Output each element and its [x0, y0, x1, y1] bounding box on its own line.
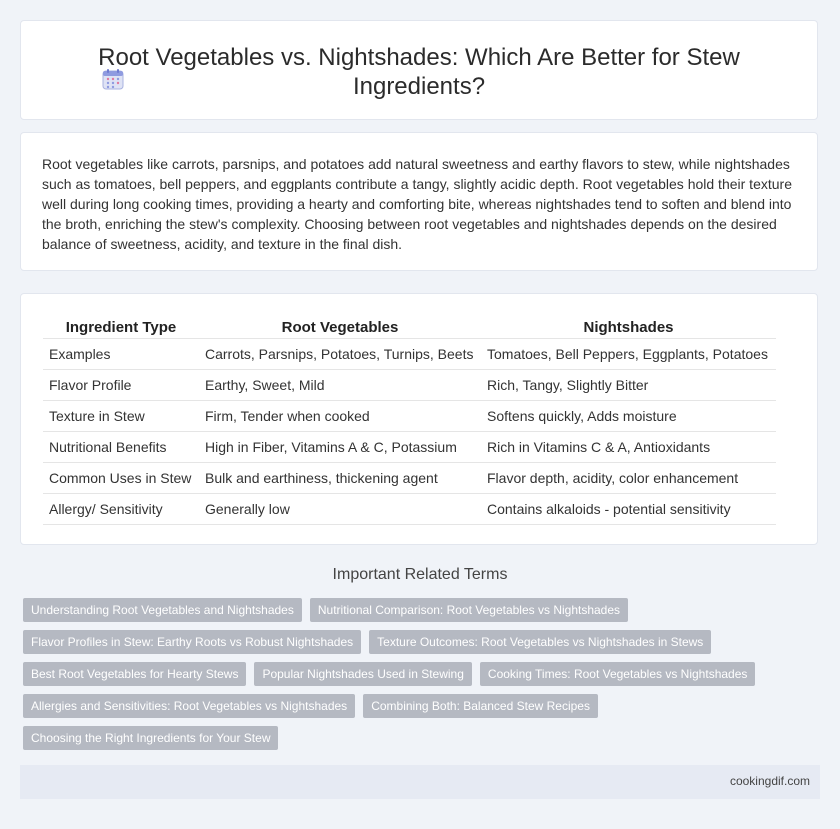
- table-cell: Allergy/ Sensitivity: [43, 494, 199, 525]
- table-cell: Bulk and earthiness, thickening agent: [199, 463, 481, 494]
- table-cell: Softens quickly, Adds moisture: [481, 401, 776, 432]
- table-cell: Flavor depth, acidity, color enhancement: [481, 463, 776, 494]
- table-row: [43, 463, 776, 494]
- intro-paragraph: Root vegetables like carrots, parsnips, and potatoes add natural sweetness and earthy flavors to stew, while nightshades such as tomatoes, bell peppers, and eggplants contribute a tangy, slightly acidic depth. Root vegetables hold their texture well during long cooking times, providing a hearty and comforting bite, whereas nightshades tend to soften and blend into the broth, enriching the stew's complexity. Choosing between root vegetables and nightshades depends on the desired balance of sweetness, acidity, and texture in the final dish.: [42, 156, 792, 252]
- table-cell: High in Fiber, Vitamins A & C, Potassium: [199, 432, 481, 463]
- related-term-tag[interactable]: Best Root Vegetables for Hearty Stews: [23, 662, 246, 686]
- related-term-tag[interactable]: Choosing the Right Ingredients for Your Stew: [23, 726, 278, 750]
- table-cell: Common Uses in Stew: [43, 463, 199, 494]
- table-row: [43, 494, 776, 525]
- header-card: [20, 20, 818, 120]
- table-cell: Carrots, Parsnips, Potatoes, Turnips, Beets: [199, 339, 481, 370]
- related-terms-list: [23, 598, 783, 758]
- related-term-tag[interactable]: Combining Both: Balanced Stew Recipes: [363, 694, 598, 718]
- column-header: Root Vegetables: [199, 316, 481, 339]
- table-cell: Generally low: [199, 494, 481, 525]
- table-row: [43, 370, 776, 401]
- table-row: [43, 432, 776, 463]
- intro-card: [20, 132, 818, 271]
- comparison-card: [20, 293, 818, 545]
- table-cell: Texture in Stew: [43, 401, 199, 432]
- column-header: Ingredient Type: [43, 316, 199, 339]
- comparison-table: [43, 316, 776, 525]
- related-term-tag[interactable]: Popular Nightshades Used in Stewing: [254, 662, 471, 686]
- related-term-tag[interactable]: Cooking Times: Root Vegetables vs Nightshades: [480, 662, 755, 686]
- footer: [20, 765, 820, 799]
- table-cell: Rich in Vitamins C & A, Antioxidants: [481, 432, 776, 463]
- table-cell: Nutritional Benefits: [43, 432, 199, 463]
- related-term-tag[interactable]: Flavor Profiles in Stew: Earthy Roots vs Robust Nightshades: [23, 630, 361, 654]
- table-cell: Examples: [43, 339, 199, 370]
- table-header-row: [43, 316, 776, 339]
- table-cell: Firm, Tender when cooked: [199, 401, 481, 432]
- table-cell: Flavor Profile: [43, 370, 199, 401]
- table-cell: Earthy, Sweet, Mild: [199, 370, 481, 401]
- table-row: [43, 401, 776, 432]
- related-term-tag[interactable]: Understanding Root Vegetables and Nightshades: [23, 598, 302, 622]
- table-row: [43, 339, 776, 370]
- column-header: Nightshades: [481, 316, 776, 339]
- table-cell: Contains alkaloids - potential sensitivity: [481, 494, 776, 525]
- site-name[interactable]: cookingdif.com: [729, 774, 810, 788]
- related-term-tag[interactable]: Texture Outcomes: Root Vegetables vs Nightshades in Stews: [369, 630, 711, 654]
- related-term-tag[interactable]: Nutritional Comparison: Root Vegetables vs Nightshades: [310, 598, 628, 622]
- related-term-tag[interactable]: Allergies and Sensitivities: Root Vegetables vs Nightshades: [23, 694, 355, 718]
- table-cell: Rich, Tangy, Slightly Bitter: [481, 370, 776, 401]
- table-cell: Tomatoes, Bell Peppers, Eggplants, Potatoes: [481, 339, 776, 370]
- related-terms-title: Important Related Terms: [332, 566, 508, 583]
- page-title: Root Vegetables vs. Nightshades: Which Are Better for Stew Ingredients?: [98, 44, 740, 100]
